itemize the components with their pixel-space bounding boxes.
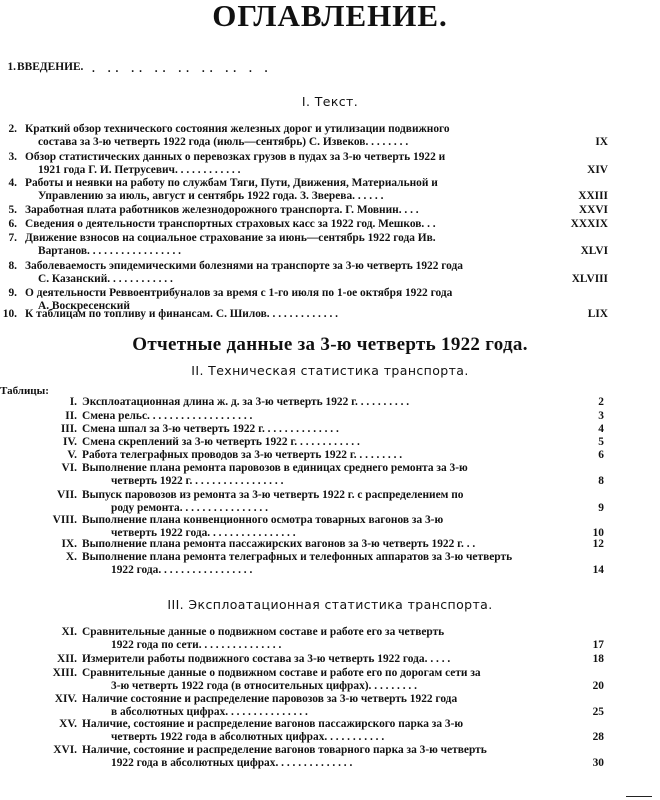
entry-number: 8. (8, 260, 17, 272)
page-number: XIV (587, 163, 608, 176)
entry-line: Заболеваемость эпидемическими болезнями на транспорте за 3-ю четверть 1922 года (25, 260, 464, 272)
entry-line: О деятельности Реввоентрибуналов за время с 1-го июля по 1-ое октября 1922 года (25, 287, 453, 299)
entry-number: 7. (8, 232, 17, 244)
page-number: 4 (598, 423, 604, 435)
leader-dots: . .. .. .. .. .. .. . . (92, 63, 273, 75)
entry-number: V. (67, 449, 77, 461)
toc-entry (0, 177, 660, 202)
toc-entry (0, 693, 660, 718)
toc-entry (0, 551, 660, 576)
toc-entry (0, 514, 660, 539)
toc-entry (0, 410, 660, 423)
entry-line: роду ремонта. . . . . . . . . . . . . . . . (111, 501, 268, 514)
toc-entry (0, 744, 660, 769)
entry-line: 1921 года Г. И. Петрусевич. . . . . . . . . . . . (38, 163, 241, 176)
page-number: 25 (592, 705, 604, 718)
entry-number: I. (69, 396, 77, 408)
entry-line: Выполнение плана ремонта телеграфных и телефонных аппаратов за 3-ю четверть (82, 551, 513, 563)
entry-line: Наличие, состояние и распределение вагонов товарного парка за 3-ю четверть (82, 744, 487, 756)
page-number: 12 (592, 538, 604, 550)
entry-line: Работы и неявки на работу по службам Тяги, Пути, Движения, Материальной и (25, 177, 438, 189)
entry-title: ВВЕДЕНИЕ. (17, 61, 84, 73)
page-number: XXXIX (570, 218, 608, 230)
entry-line: С. Казанский. . . . . . . . . . . . (38, 272, 173, 285)
entry-number: XV. (59, 718, 77, 730)
entry-line: К таблицам по топливу и финансам. С. Шилов. . . . . . . . . . . . . (25, 308, 338, 320)
toc-entry (0, 489, 660, 514)
toc-entry (0, 653, 660, 666)
section-heading-text: I. Текст. (301, 94, 359, 109)
page-number: XXIII (578, 189, 608, 202)
entry-number: 6. (8, 218, 17, 230)
section-heading-technical: II. Техническая статистика транспорта. (191, 363, 469, 378)
entry-number: 9. (8, 287, 17, 299)
page-number: XLVIII (571, 272, 608, 285)
entry-number: XII. (57, 653, 77, 665)
entry-line: Краткий обзор технического состояния железных дорог и утилизации подвижного (25, 123, 450, 135)
toc-entry (0, 260, 660, 285)
entry-line: Работа телеграфных проводов за 3-ю четверть 1922 г. . . . . . . . . (82, 449, 403, 461)
entry-number: VII. (57, 489, 77, 501)
entry-number: 4. (8, 177, 17, 189)
corner-rule (626, 796, 652, 797)
entry-line: Наличие, состояние и распределение вагонов пассажирского парка за 3-ю (82, 718, 464, 730)
entry-line: Смена шпал за 3-ю четверть 1922 г. . . . . . . . . . . . . . (82, 423, 339, 435)
toc-entry (0, 218, 660, 231)
toc-entry (0, 462, 660, 487)
entry-number: XIII. (52, 667, 77, 679)
page-number: 6 (598, 449, 604, 461)
toc-entry (0, 151, 660, 176)
entry-number: XVI. (53, 744, 77, 756)
page-number: 5 (598, 436, 604, 448)
page-number: IX (595, 135, 608, 148)
toc-entry (0, 204, 660, 217)
page-number: 28 (592, 730, 604, 743)
entry-line: 1922 года по сети. . . . . . . . . . . . . . . (111, 638, 282, 651)
section-heading-operational: III. Эксплоатационная статистика транспорта. (167, 597, 493, 612)
toc-entry (0, 308, 660, 321)
entry-line: А. Воскресенский (38, 299, 130, 312)
entry-line: состава за 3-ю четверть 1922 года (июль—сентябрь) С. Извеков. . . . . . . . (38, 135, 409, 148)
entry-number: 5. (8, 204, 17, 216)
entry-line: Выпуск паровозов из ремонта за 3-ю четверть 1922 г. с распределением по (82, 489, 464, 501)
entry-line: Движение взносов на социальное страхование за июнь—сентябрь 1922 года Ив. (25, 232, 436, 244)
entry-line: Сведения о деятельности транспортных страховых касс за 1922 год. Мешков. . . (25, 218, 436, 230)
entry-line: Наличие состояние и распределение паровозов за 3-ю четверть 1922 года (82, 693, 458, 705)
toc-entry (0, 396, 660, 409)
entry-number: XI. (61, 626, 77, 638)
entry-line: 1922 года. . . . . . . . . . . . . . . . . (111, 563, 253, 576)
page-number: 3 (598, 410, 604, 422)
page-number: 18 (592, 653, 604, 665)
entry-line: Смена скреплений за 3-ю четверть 1922 г. . . . . . . . . . . . (82, 436, 360, 448)
entry-line: в абсолютных цифрах. . . . . . . . . . . . . . . (111, 705, 308, 718)
entry-line: Выполнение плана конвенционного осмотра товарных вагонов за 3-ю (82, 514, 444, 526)
entry-line: Выполнение плана ремонта пассажирских вагонов за 3-ю четверть 1922 г. . . (82, 538, 476, 550)
page-number: 8 (598, 474, 604, 487)
page-title: ОГЛАВЛЕНИЕ. (212, 0, 448, 33)
entry-number: III. (60, 423, 77, 435)
entry-line: Измерители работы подвижного состава за 3-ю четверть 1922 года. . . . . (82, 653, 451, 665)
entry-number: 1. (7, 61, 16, 73)
toc-entry (0, 538, 660, 551)
entry-number: XIV. (54, 693, 77, 705)
entry-line: Управлению за июль, август и сентябрь 1922 года. З. Зверева. . . . . . (38, 189, 384, 202)
tables-label: Таблицы: (0, 385, 49, 397)
entry-line: 3-ю четверть 1922 года (в относительных цифрах). . . . . . . . . (111, 679, 417, 692)
page-number: 17 (592, 638, 604, 651)
entry-line: Вартанов. . . . . . . . . . . . . . . . . (38, 244, 182, 257)
entry-line: Обзор статистических данных о перевозках грузов в пудах за 3-ю четверть 1922 и (25, 151, 446, 163)
toc-entry (0, 718, 660, 743)
entry-number: 2. (8, 123, 17, 135)
page-number: XXVI (578, 204, 608, 216)
page-number: 9 (598, 501, 604, 514)
entry-line: четверть 1922 года. . . . . . . . . . . . . . . . (111, 526, 296, 539)
entry-number: VIII. (52, 514, 77, 526)
page-number: 10 (592, 526, 604, 539)
entry-number: IX. (61, 538, 77, 550)
entry-line: Сравнительные данные о подвижном составе и работе его по дорогам сети за (82, 667, 481, 679)
toc-entry (0, 449, 660, 462)
page-number: 30 (592, 756, 604, 769)
entry-line: Сравнительные данные о подвижном составе и работе его за четверть (82, 626, 445, 638)
entry-line: 1922 года в абсолютных цифрах. . . . . . . . . . . . . . (111, 756, 353, 769)
toc-entry (0, 232, 660, 257)
toc-entry (0, 436, 660, 449)
page-number: LIX (587, 308, 608, 320)
page-number: 14 (592, 563, 604, 576)
entry-number: 3. (8, 151, 17, 163)
entry-line: Заработная плата работников железнодорожного транспорта. Г. Мовнин. . . . (25, 204, 419, 216)
entry-line: четверть 1922 г. . . . . . . . . . . . . . . . . (111, 474, 284, 487)
entry-line: Выполнение плана ремонта паровозов в единицах среднего ремонта за 3-ю (82, 462, 468, 474)
entry-number: VI. (61, 462, 77, 474)
toc-entry (0, 667, 660, 692)
entry-number: X. (65, 551, 77, 563)
entry-line: Эксплоатационная длина ж. д. за 3-ю четверть 1922 г. . . . . . . . . . (82, 396, 410, 408)
page-number: XLVI (580, 244, 608, 257)
page-number: 20 (592, 679, 604, 692)
toc-entry (0, 626, 660, 651)
entry-number: 10. (2, 308, 17, 320)
toc-entry (0, 123, 660, 148)
entry-number: IV. (62, 436, 77, 448)
page-number: 2 (598, 396, 604, 408)
reports-heading: Отчетные данные за 3-ю четверть 1922 года. (132, 334, 528, 355)
entry-line: Смена рельс. . . . . . . . . . . . . . . . . . . (82, 410, 253, 422)
toc-entry (0, 423, 660, 436)
entry-number: II. (65, 410, 77, 422)
entry-line: четверть 1922 года в абсолютных цифрах. . . . . . . . . . . (111, 730, 385, 743)
